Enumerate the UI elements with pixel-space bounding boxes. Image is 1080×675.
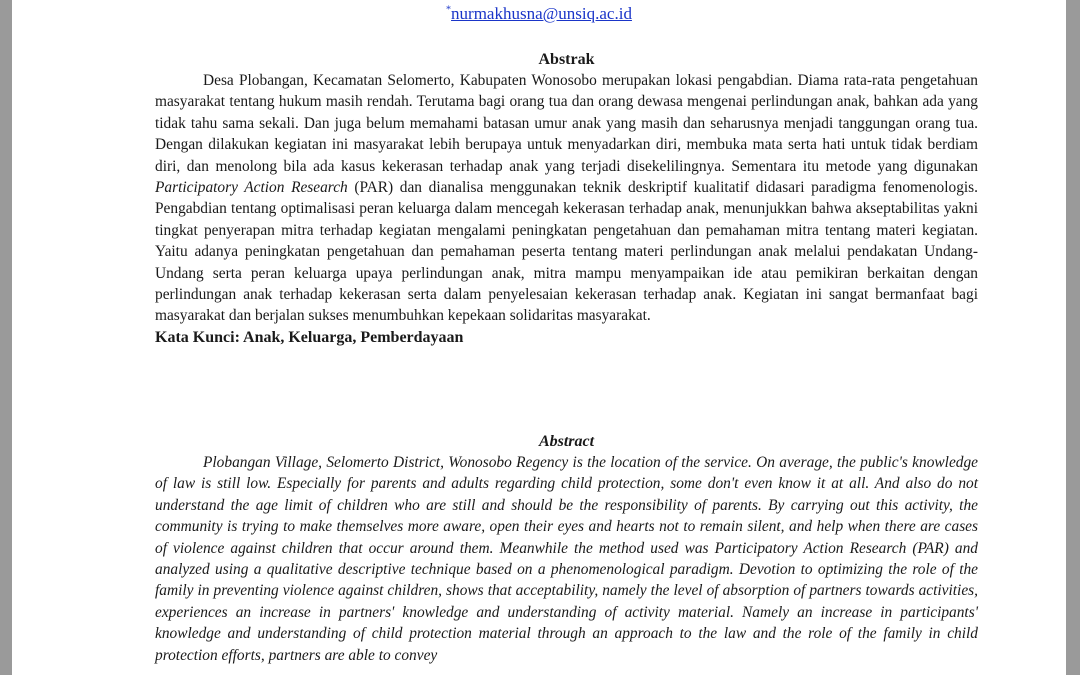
abstrak-paragraph [155,70,978,327]
author-email-link[interactable]: nurmakhusna@unsiq.ac.id [451,4,632,23]
abstract-heading: Abstract [538,433,595,450]
document-page [12,0,1066,675]
abstrak-text-italic: Participatory Action Research [155,179,348,197]
abstrak-heading: Abstrak [538,51,595,68]
abstrak-text-part2: (PAR) dan dianalisa menggunakan teknik deskriptif kualitatif didasari paradigma fenomenologis. Pengabdian tentang optimalisasi peran keluarga dalam mencegah kekerasan terhadap anak, menunjukkan bahwa akseptabilitas yakni tingkat penyerapan mitra terhadap kegiatan mengalami peningkatan pengetahuan dan pemahaman mitra tentang materi kegiatan. Yaitu adanya peningkatan pengetahuan dan pemahaman peserta tentang materi perlindungan anak melalui pendakatan Undang-Undang serta peran keluarga upaya perlindungan anak, mitra mampu menyampaikan ide atau pemikiran berkaitan dengan perlindungan anak terhadap kekerasan serta dalam penyelesaian kekerasan terhadap anak. Kegiatan ini sangat bermanfaat bagi masyarakat dan berjalan sukses menumbuhkan kepekaan solidaritas masyarakat. [155,179,978,325]
abstrak-text-part1: Desa Plobangan, Kecamatan Selomerto, Kabupaten Wonosobo merupakan lokasi pengabdian. Diama rata-rata pengetahuan masyarakat tentang hukum masih rendah. Terutama bagi orang tua dan orang dewasa mengenai perlindungan anak, bahkan ada yang tidak tahu sama sekali. Dan juga belum memahami batasan umur anak yang masih dan seharusnya menjadi tanggungan orang tua. Dengan dilakukan kegiatan ini masyarakat lebih berupaya untuk menyadarkan diri, membuka mata serta hati untuk tidak berdiam diri, dan menolong bila ada kasus kekerasan terhadap anak yang terjadi disekelilingnya. Sementara itu metode yang digunakan [155,72,978,175]
abstract-paragraph: Plobangan Village, Selomerto District, Wonosobo Regency is the location of the service. On average, the public's knowledge of law is still low. Especially for parents and adults regarding child protection, some don't even know it at all. And also do not understand the age limit of children who are still and should be the responsibility of parents. By carrying out this activity, the community is trying to make themselves more aware, open their eyes and hearts not to remain silent, and help when there are cases of violence against children that occur around them. Meanwhile the method used was Participatory Action Research (PAR) and analyzed using a qualitative descriptive technique based on a phenomenological paradigm. Devotion to optimizing the role of the family in preventing violence against children, shows that acceptability, namely the level of absorption of partners towards activities, experiences an increase in partners' knowledge and understanding of activity material. Namely an increase in participants' knowledge and understanding of child protection material through an approach to the law and the role of the family in child protection efforts, partners are able to convey [155,454,978,664]
abstrak-keywords: Kata Kunci: Anak, Keluarga, Pemberdayaan [155,328,464,346]
abstract-section [155,432,978,666]
author-email-line [12,4,1066,24]
email-marker: * [446,4,452,16]
abstrak-section [155,50,978,349]
